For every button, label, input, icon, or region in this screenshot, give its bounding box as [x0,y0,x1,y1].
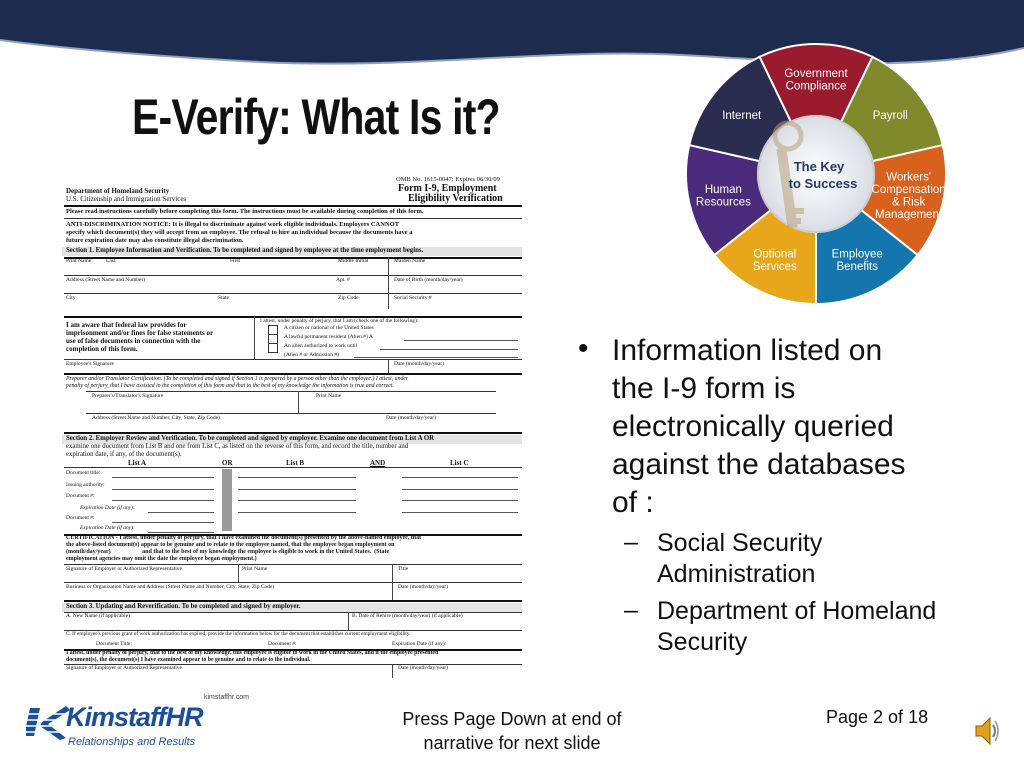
form-cert-1: CERTIFICATION - I attest, under penalty of perjury, that I have examined the document(s) presented by the above-named employee, that [66,535,422,541]
form-address: Address (Street Name and Number) [66,277,146,283]
form-print-name-3: Print Name [242,566,268,572]
form-or: OR [222,459,233,467]
nav-note-line: Press Page Down at end of [402,709,622,729]
form-section-2: Section 2. Employer Review and Verification. To be completed and signed by employer. Examine one document from List A OR [66,435,435,442]
sub-bullet-2 [657,596,936,658]
form-opt1: A citizen or national of the United States [284,325,374,331]
form-title: Form I-9, Employment [398,183,497,194]
form-issuing: Issuing authority: [66,482,105,488]
form-doc-no-2: Document #: [66,515,95,521]
form-cert-2: the above-listed document(s) appear to be genuine and to relate to the employee named, that the employee began employment on [66,542,395,548]
form-city: City [66,295,76,301]
slide-title: E-Verify: What Is it? [132,89,500,145]
form-list-b: List B [286,459,305,467]
form-dob: Date of Birth (month/day/year) [394,277,463,283]
bullet-main-line: electronically queried [612,410,894,443]
form-final-2: document(s), the document(s) I have examined appear to be genuine and to relate to the individual. [66,657,311,663]
form-and: AND [370,459,386,467]
sub-bullet-line: Social Security [657,529,823,557]
sub-bullet-line: Security [657,628,748,656]
form-instructions: Please read instructions carefully before completing this form. The instructions must be available during completion of this form. [66,208,424,215]
form-date-1: Date (month/day/year) [394,361,444,367]
wheel-segment-label: Employee Benefits [831,248,883,273]
form-list-a: List A [128,459,147,467]
logo-name: KimstaffHR [66,702,203,732]
form-maiden: Maiden Name [394,258,426,264]
logo-tagline: Relationships and Results [68,736,196,748]
speaker-icon[interactable] [974,714,1000,748]
wheel-segment-label: Optional Services [752,248,797,273]
form-title-field: Title [398,566,409,572]
form-new-name: A. New Name (if applicable) [66,613,130,619]
form-last: Last [106,258,116,264]
form-exp-2: Expiration Date (if any): [80,525,135,531]
form-agency-2: U.S. Citizenship and Immigration Services [66,195,187,203]
form-c-note: C. If employee's previous grant of work authorization has expired, provide the information below for the document that establishes current employment eligibility. [66,631,411,637]
form-final-1: I attest, under penalty of perjury, that to the best of my knowledge, this employee is eligible to work in the United States, and if the employee presented [66,650,439,656]
form-cert-4: employment agencies may omit the date the employee began employment.) [66,556,257,562]
form-section-2c: expiration date, if any, of the document(s). [66,451,182,458]
form-exp-3: Expiration Date (if any): [392,641,447,647]
form-omb: OMB No. 1615-0047; Expires 06/30/09 [396,176,500,183]
nav-note-line: narrative for next slide [423,733,601,753]
form-exp: Expiration Date (if any): [80,505,135,511]
sub-bullet-1 [657,528,822,590]
form-prep-sig: Preparer's/Translator's Signature [92,393,164,399]
logo-url: kimstaffhr.com [204,694,249,701]
wheel-segment-label: Human Resources [695,183,751,209]
bullet-main-line: Information listed on [612,334,883,367]
form-subtitle: Eligibility Verification [408,193,503,204]
wheel-segment-label: Government Compliance [784,67,848,93]
form-section-2b: examine one document from List B and one from List C, as listed on the reverse of this form, and record the title, number and [66,443,409,450]
sub-bullet-dash-icon: – [624,528,638,556]
bullet-dot-icon: • [578,332,589,365]
wheel-center-line-1: The Key [793,159,845,174]
form-opt2: A lawful permanent resident (Alien #) A [284,334,373,340]
wheel-center-line-2: to Success [788,176,858,191]
sub-bullet-dash-icon: – [624,596,638,624]
form-middle: Middle Initial [338,258,369,264]
form-prep-addr: Address (Street Name and Number, City, State, Zip Code) [92,415,220,421]
page-number: Page 2 of 18 [826,707,929,727]
i9-form-image [62,173,524,678]
kimstaff-logo [26,694,266,754]
form-aware-3: use of false documents in connection with the [66,337,201,345]
form-print-name: Print Name: [66,258,93,264]
form-alien-no: (Alien # or Admission #) [284,352,339,358]
form-anti-2: specify which document(s) they will accept from an employee. The refusal to hire an individual because the documents have a [66,229,413,236]
form-doc-title: Document title: [66,470,101,476]
form-biz: Business or Organization Name and Address (Street Name and Number, City, State, Zip Code) [66,584,275,590]
bullet-main-line: against the databases [612,448,906,481]
bullet-main-line: of : [612,486,654,519]
form-aware-2: imprisonment and/or fines for false statements or [66,329,214,337]
form-date-2: Date (month/day/year) [386,415,436,421]
form-agency: Department of Homeland Security [66,187,170,195]
form-cert-3: (month/day/year) and that to the best of my knowledge the employee is eligible to work in the United States. (State [66,549,390,555]
form-anti-1: ANTI-DISCRIMINATION NOTICE: It is illegal to discriminate against work eligible individuals. Employers CANNOT [66,221,400,228]
form-first: First [230,258,241,264]
form-anti-3: future expiration date may also constitute illegal discrimination. [66,237,244,244]
form-doc-title-2: Document Title: [96,641,132,647]
form-aware-1: I am aware that federal law provides for [66,321,187,329]
sub-bullet-line: Administration [657,560,816,588]
sub-bullet-line: Department of Homeland [657,597,937,625]
form-emp-sig: Employee's Signature [66,361,114,367]
form-prep-1: Preparer and/or Translator Certification. (To be completed and signed if Section 1 is prepared by a person other than the employee.) I attest, under [66,376,409,382]
wheel-segment-label: Workers' Compensation & Risk Management [871,171,946,221]
form-apt: Apt. # [336,277,350,283]
form-date-3: Date (month/day/year) [398,584,448,590]
form-section-1: Section 1. Employee Information and Verification. To be completed and signed by employee at the time employment begins. [66,247,424,254]
wheel-segment-label: Internet [722,109,762,122]
form-zip: Zip Code [338,295,359,301]
form-opt3: An alien authorized to work until [284,343,358,349]
nav-note [372,707,652,755]
form-list-c: List C [450,459,469,467]
wheel-segment-label: Payroll [872,109,908,122]
form-prep-2: penalty of perjury, that I have assisted in the completion of this form and that to the best of my knowledge the information is true and correct. [66,383,394,389]
key-to-success-wheel [676,40,956,310]
form-section-3: Section 3. Updating and Reverification. To be completed and signed by employer. [66,603,301,610]
bullet-main-line: the I-9 form is [612,372,796,405]
form-employer-sig-2: Signature of Employer or Authorized Representative [66,665,182,671]
form-rehire: B. Date of Rehire (month/day/year) (if applicable) [352,613,463,619]
form-employer-sig: Signature of Employer or Authorized Representative [66,566,182,572]
form-doc-no: Document #: [66,493,95,499]
form-print-name-2: Print Name [316,393,342,399]
logo-mark-icon [26,702,70,742]
bullet-main [612,332,906,522]
form-state: State [218,295,229,301]
form-attest: I attest, under penalty of perjury, that I am (check one of the following): [260,318,419,324]
form-date-4: Date (month/day/year) [398,665,448,671]
form-doc-no-3: Document #: [268,641,297,647]
form-ssn: Social Security # [394,295,432,301]
form-aware-4: completion of this form. [66,345,138,353]
